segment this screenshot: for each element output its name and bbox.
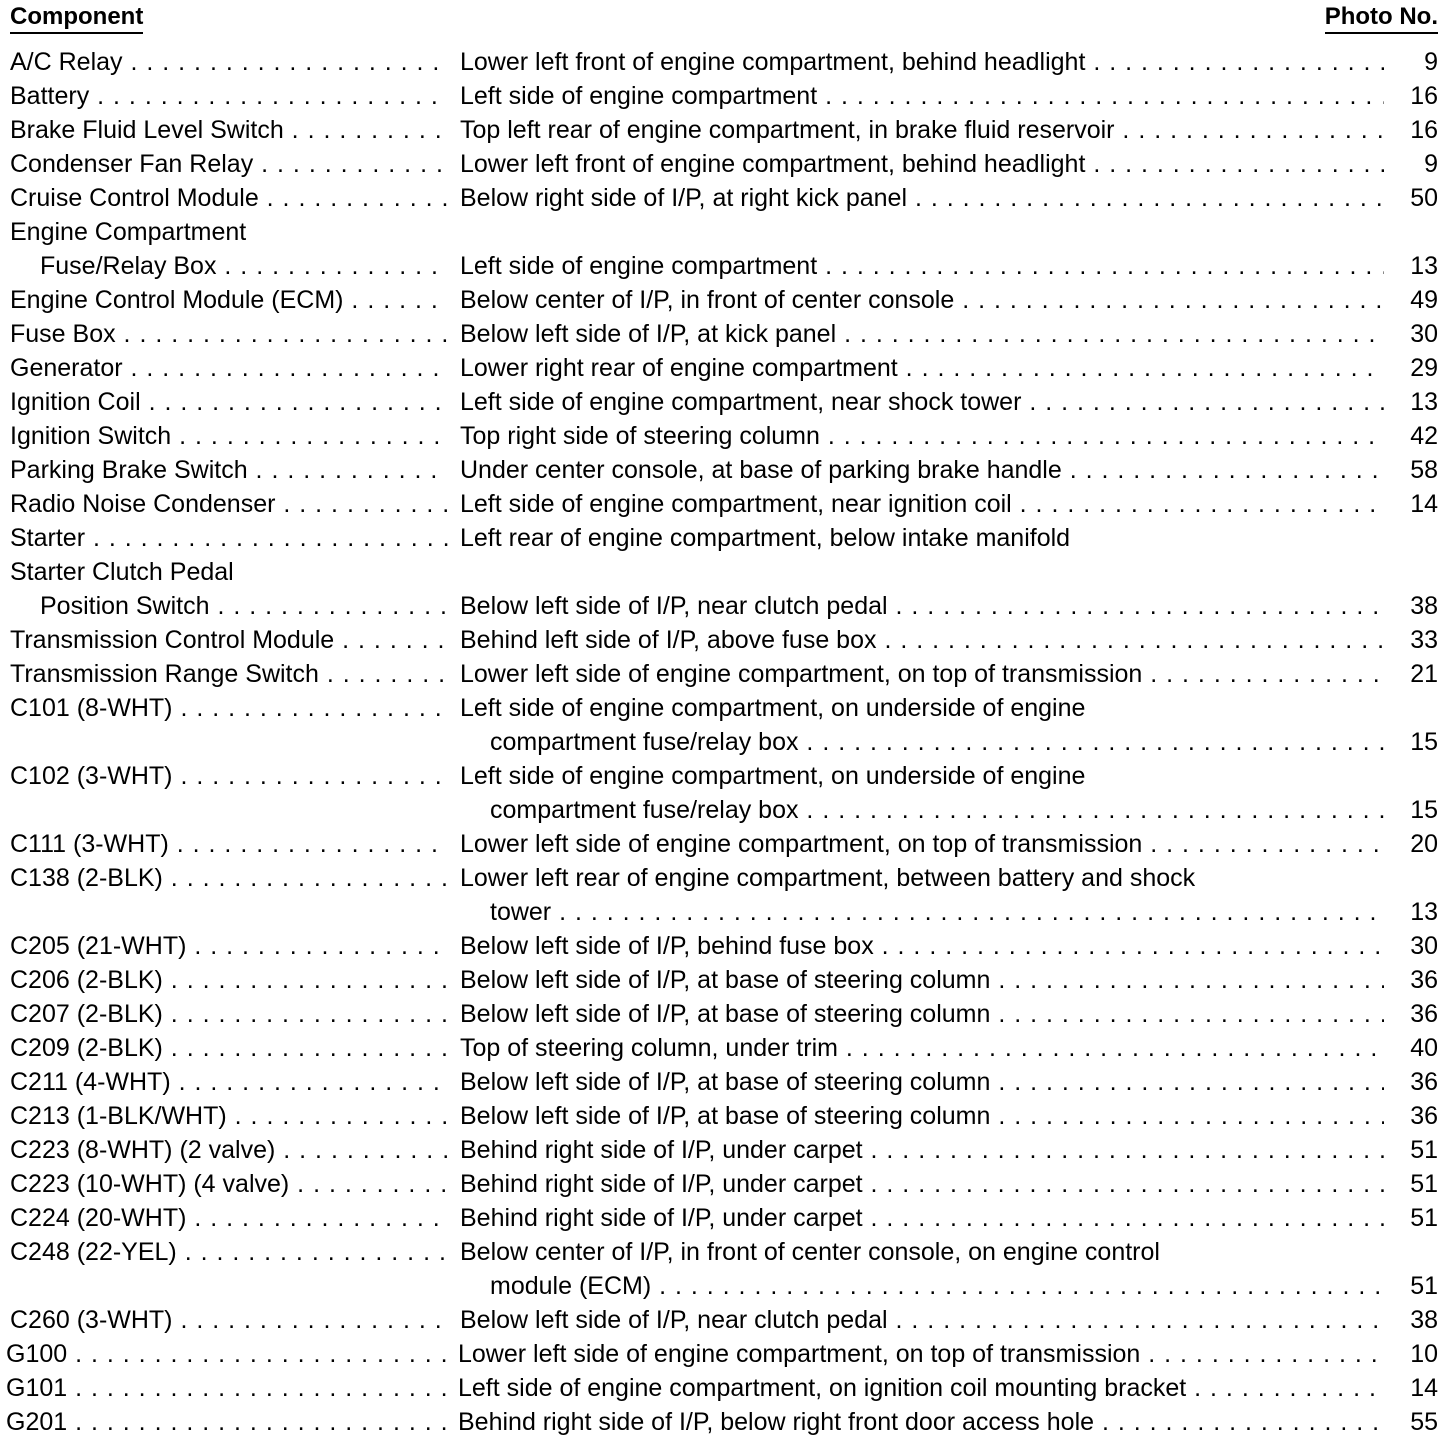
table-row [0,725,1456,759]
table-row [0,827,1456,861]
component-name: C207 (2-BLK) . . . [10,997,448,1031]
photo-number: 36 [1398,997,1438,1031]
component-location: Behind right side of I/P, under carpet . . . [460,1167,1384,1201]
component-name: C209 (2-BLK) . . . [10,1031,448,1065]
component-location: Top right side of steering column . . . [460,419,1384,453]
table-row [0,45,1456,79]
component-name: Ignition Switch . . . [10,419,448,453]
photo-number: 13 [1398,249,1438,283]
table-row [0,453,1456,487]
table-row [0,283,1456,317]
component-name: Starter Clutch Pedal [10,558,234,586]
component-location: Below left side of I/P, at base of steering column . . . [460,1099,1384,1133]
component-location: Below center of I/P, in front of center console, on engine control [460,1238,1160,1266]
table-row [0,1031,1456,1065]
table-row [0,317,1456,351]
photo-number: 33 [1398,623,1438,657]
component-location: Below left side of I/P, at base of steering column . . . [460,1065,1384,1099]
photo-number: 38 [1398,1303,1438,1337]
table-row [0,1133,1456,1167]
table-row [0,249,1456,283]
component-location: Top left rear of engine compartment, in brake fluid reservoir . . . [460,113,1384,147]
component-name: A/C Relay . . . [10,45,448,79]
photo-number: 30 [1398,317,1438,351]
table-row [0,555,1456,589]
table-row [0,895,1456,929]
table-row [0,1099,1456,1133]
table-row [0,929,1456,963]
component-name: Radio Noise Condenser . . . [10,487,448,521]
table-row [0,997,1456,1031]
table-row [0,589,1456,623]
table-row [0,1303,1456,1337]
photo-number: 21 [1398,657,1438,691]
photo-number: 51 [1398,1269,1438,1303]
photo-number: 42 [1398,419,1438,453]
component-name: Engine Compartment [10,218,247,246]
table-row [0,215,1456,249]
component-name: G201 . . . [6,1405,448,1439]
component-location: Left rear of engine compartment, below intake manifold [460,524,1071,552]
photo-number: 51 [1398,1167,1438,1201]
component-location: Lower left front of engine compartment, behind headlight . . . [460,45,1384,79]
table-row [0,419,1456,453]
table-row [0,1269,1456,1303]
table-row [0,147,1456,181]
component-name: C224 (20-WHT) . . . [10,1201,448,1235]
photo-number: 16 [1398,79,1438,113]
component-location-continued: compartment fuse/relay box . . . [490,793,1384,827]
component-name: Cruise Control Module . . . [10,181,448,215]
component-name: Engine Control Module (ECM) . . . [10,283,448,317]
component-name: Battery . . . [10,79,448,113]
photo-number: 14 [1398,1371,1438,1405]
table-row [0,113,1456,147]
photo-number: 30 [1398,929,1438,963]
component-location: Left side of engine compartment, on underside of engine [460,762,1086,790]
component-name: Brake Fluid Level Switch . . . [10,113,448,147]
component-name: Fuse Box . . . [10,317,448,351]
component-name-continued: Position Switch . . . [40,589,448,623]
table-row [0,861,1456,895]
photo-number: 13 [1398,385,1438,419]
photo-number: 40 [1398,1031,1438,1065]
component-location: Below left side of I/P, behind fuse box . . . [460,929,1384,963]
photo-number: 20 [1398,827,1438,861]
photo-number: 13 [1398,895,1438,929]
table-row [0,657,1456,691]
component-location: Top of steering column, under trim . . . [460,1031,1384,1065]
component-name: C111 (3-WHT) . . . [10,827,448,861]
component-table [0,45,1456,1439]
photo-number: 50 [1398,181,1438,215]
table-row [0,1167,1456,1201]
table-row [0,963,1456,997]
photo-number: 58 [1398,453,1438,487]
table-row [0,1405,1456,1439]
component-location: Below left side of I/P, at kick panel . . . [460,317,1384,351]
component-location: Lower right rear of engine compartment . . . [460,351,1384,385]
component-location: Behind right side of I/P, under carpet . . . [460,1133,1384,1167]
component-name: C102 (3-WHT) . . . [10,759,448,793]
table-row [0,1201,1456,1235]
component-column-header: Component [10,3,143,34]
component-name: G100 . . . [6,1337,448,1371]
component-location: Lower left side of engine compartment, on top of transmission . . . [460,827,1384,861]
component-location: Lower left front of engine compartment, behind headlight . . . [460,147,1384,181]
photo-number: 36 [1398,963,1438,997]
component-name: C223 (8-WHT) (2 valve) . . . [10,1133,448,1167]
photo-number-column-header: Photo No. [1325,3,1438,34]
component-location: Left side of engine compartment, on underside of engine [460,694,1086,722]
component-location: Left side of engine compartment . . . [460,79,1384,113]
component-name: C138 (2-BLK) . . . [10,861,448,895]
photo-number: 15 [1398,725,1438,759]
table-row [0,1337,1456,1371]
component-location: Below left side of I/P, at base of steering column . . . [460,997,1384,1031]
table-row [0,385,1456,419]
table-row [0,181,1456,215]
photo-number: 51 [1398,1201,1438,1235]
table-row [0,793,1456,827]
table-row [0,1371,1456,1405]
photo-number: 29 [1398,351,1438,385]
table-row [0,1235,1456,1269]
photo-number: 36 [1398,1065,1438,1099]
component-location: Below center of I/P, in front of center console . . . [460,283,1384,317]
photo-number: 15 [1398,793,1438,827]
component-name: C101 (8-WHT) . . . [10,691,448,725]
component-location-continued: module (ECM) . . . [490,1269,1384,1303]
component-location: Behind right side of I/P, under carpet . . . [460,1201,1384,1235]
component-name: C213 (1-BLK/WHT) . . . [10,1099,448,1133]
table-row [0,759,1456,793]
component-location-continued: compartment fuse/relay box . . . [490,725,1384,759]
component-name: C260 (3-WHT) . . . [10,1303,448,1337]
component-name: C223 (10-WHT) (4 valve) . . . [10,1167,448,1201]
component-location: Below left side of I/P, near clutch pedal . . . [460,589,1384,623]
photo-number: 38 [1398,589,1438,623]
table-header [0,0,1456,40]
component-name: Ignition Coil . . . [10,385,448,419]
photo-number: 55 [1398,1405,1438,1439]
table-row [0,487,1456,521]
component-name: Condenser Fan Relay . . . [10,147,448,181]
component-name: Transmission Range Switch . . . [10,657,448,691]
component-location: Under center console, at base of parking brake handle . . . [460,453,1384,487]
component-location: Left side of engine compartment . . . [460,249,1384,283]
component-location: Behind right side of I/P, below right front door access hole . . . [458,1405,1384,1439]
photo-number: 16 [1398,113,1438,147]
table-row [0,623,1456,657]
component-location: Below left side of I/P, near clutch pedal . . . [460,1303,1384,1337]
table-row [0,691,1456,725]
component-name: G101 . . . [6,1371,448,1405]
component-name: C205 (21-WHT) . . . [10,929,448,963]
table-row [0,521,1456,555]
component-location-continued: tower . . . [490,895,1384,929]
component-location: Below left side of I/P, at base of steering column . . . [460,963,1384,997]
photo-number: 51 [1398,1133,1438,1167]
component-name: Starter . . . [10,521,448,555]
table-row [0,1065,1456,1099]
photo-number: 36 [1398,1099,1438,1133]
component-location: Left side of engine compartment, on ignition coil mounting bracket . . . [458,1371,1384,1405]
table-row [0,79,1456,113]
component-location: Lower left side of engine compartment, on top of transmission . . . [458,1337,1384,1371]
table-row [0,351,1456,385]
component-name-continued: Fuse/Relay Box . . . [40,249,448,283]
component-name: C248 (22-YEL) . . . [10,1235,448,1269]
component-location: Below right side of I/P, at right kick panel . . . [460,181,1384,215]
photo-number: 9 [1398,45,1438,79]
component-location: Lower left rear of engine compartment, between battery and shock [460,864,1196,892]
component-location: Left side of engine compartment, near ignition coil . . . [460,487,1384,521]
component-location: Left side of engine compartment, near shock tower . . . [460,385,1384,419]
photo-number: 10 [1398,1337,1438,1371]
component-name: Transmission Control Module . . . [10,623,448,657]
component-name: Parking Brake Switch . . . [10,453,448,487]
photo-number: 9 [1398,147,1438,181]
component-location: Behind left side of I/P, above fuse box . . . [460,623,1384,657]
component-name: Generator . . . [10,351,448,385]
photo-number: 49 [1398,283,1438,317]
component-name: C206 (2-BLK) . . . [10,963,448,997]
component-location: Lower left side of engine compartment, on top of transmission . . . [460,657,1384,691]
photo-number: 14 [1398,487,1438,521]
component-name: C211 (4-WHT) . . . [10,1065,448,1099]
